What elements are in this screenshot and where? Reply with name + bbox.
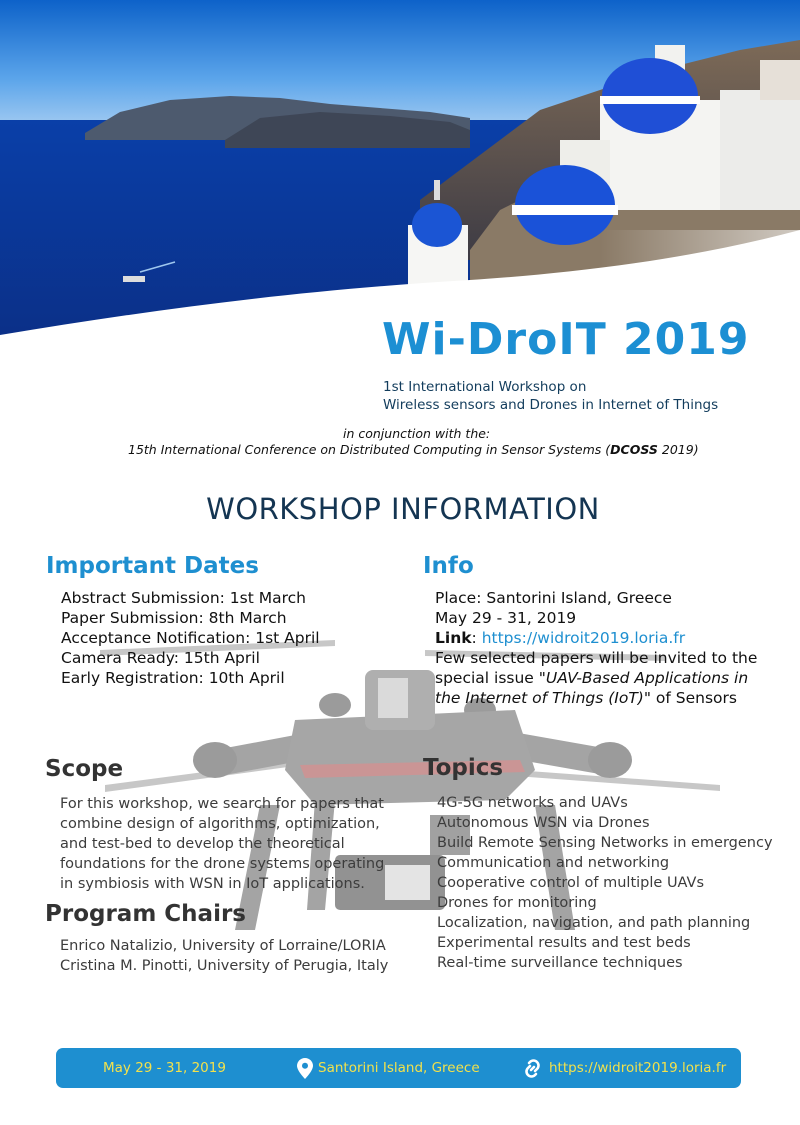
info-dates: May 29 - 31, 2019 bbox=[435, 609, 577, 627]
program-chairs-heading: Program Chairs bbox=[45, 901, 246, 927]
topic-item: Communication and networking bbox=[437, 855, 670, 871]
info-link-line bbox=[435, 628, 757, 648]
section-title: WORKSHOP INFORMATION bbox=[206, 492, 600, 526]
conference-name: 15th International Conference on Distributed Computing in Sensor Systems ( bbox=[128, 442, 611, 457]
footer-url-link[interactable]: https://widroit2019.loria.fr bbox=[549, 1060, 727, 1076]
important-dates-heading: Important Dates bbox=[46, 553, 259, 579]
program-chairs-list bbox=[60, 936, 388, 976]
workshop-link[interactable]: https://widroit2019.loria.fr bbox=[481, 629, 686, 647]
topics-heading: Topics bbox=[423, 755, 504, 781]
workshop-subtitle bbox=[383, 378, 718, 414]
chair-item: Cristina M. Pinotti, University of Perugia, Italy bbox=[60, 958, 389, 974]
scope-line: combine design of algorithms, optimization, bbox=[60, 816, 380, 832]
topic-item: Localization, navigation, and path planning bbox=[437, 915, 751, 931]
topic-item: Autonomous WSN via Drones bbox=[437, 815, 650, 831]
important-dates-list bbox=[61, 588, 320, 688]
conference-acronym: DCOSS bbox=[610, 442, 658, 457]
footer-bar bbox=[56, 1048, 741, 1088]
topic-item: Drones for monitoring bbox=[437, 895, 597, 911]
date-item: Abstract Submission: 1st March bbox=[61, 589, 307, 607]
topic-item: Build Remote Sensing Networks in emergency bbox=[437, 835, 773, 851]
special-issue-line-3 bbox=[435, 688, 757, 708]
info-place: Place: Santorini Island, Greece bbox=[435, 589, 672, 607]
chair-item: Enrico Natalizio, University of Lorraine/LORIA bbox=[60, 938, 386, 954]
date-item: Paper Submission: 8th March bbox=[61, 609, 287, 627]
chain-link-icon bbox=[522, 1058, 543, 1079]
special-issue-title-part-2: the Internet of Things (IoT) bbox=[435, 689, 644, 707]
scope-text bbox=[60, 794, 384, 894]
special-issue-prefix: special issue " bbox=[435, 669, 546, 687]
special-issue-line-1: Few selected papers will be invited to the bbox=[435, 649, 758, 667]
conference-year: 2019) bbox=[657, 442, 699, 457]
topics-list bbox=[437, 793, 773, 973]
date-item: Early Registration: 10th April bbox=[61, 669, 285, 687]
topic-item: 4G-5G networks and UAVs bbox=[437, 795, 628, 811]
footer-place: Santorini Island, Greece bbox=[318, 1060, 480, 1076]
link-label: Link bbox=[435, 629, 472, 647]
date-item: Acceptance Notification: 1st April bbox=[61, 629, 320, 647]
conjunction-line-1: in conjunction with the: bbox=[343, 426, 491, 441]
link-separator: : bbox=[471, 629, 482, 647]
scope-heading: Scope bbox=[45, 756, 124, 782]
footer-dates: May 29 - 31, 2019 bbox=[103, 1060, 226, 1076]
scope-line: and test-bed to develop the theoretical bbox=[60, 836, 345, 852]
special-issue-line-2 bbox=[435, 668, 757, 688]
hero-santorini-image bbox=[0, 0, 800, 345]
conjunction-line-2 bbox=[128, 442, 699, 458]
subtitle-line-1: 1st International Workshop on bbox=[383, 379, 587, 395]
info-heading: Info bbox=[423, 553, 474, 579]
special-issue-title-part-1: UAV-Based Applications in bbox=[545, 669, 749, 687]
scope-line: in symbiosis with WSN in IoT applications. bbox=[60, 876, 365, 892]
info-block bbox=[435, 588, 757, 708]
topic-item: Real-time surveillance techniques bbox=[437, 955, 683, 971]
topic-item: Cooperative control of multiple UAVs bbox=[437, 875, 705, 891]
date-item: Camera Ready: 15th April bbox=[61, 649, 260, 667]
map-pin-icon bbox=[297, 1058, 313, 1079]
scope-line: For this workshop, we search for papers that bbox=[60, 796, 384, 812]
subtitle-line-2: Wireless sensors and Drones in Internet of Things bbox=[383, 397, 719, 413]
special-issue-journal: " of Sensors bbox=[643, 689, 737, 707]
workshop-title: Wi-DroIT 2019 bbox=[382, 314, 750, 365]
topic-item: Experimental results and test beds bbox=[437, 935, 691, 951]
scope-line: foundations for the drone systems operating bbox=[60, 856, 385, 872]
